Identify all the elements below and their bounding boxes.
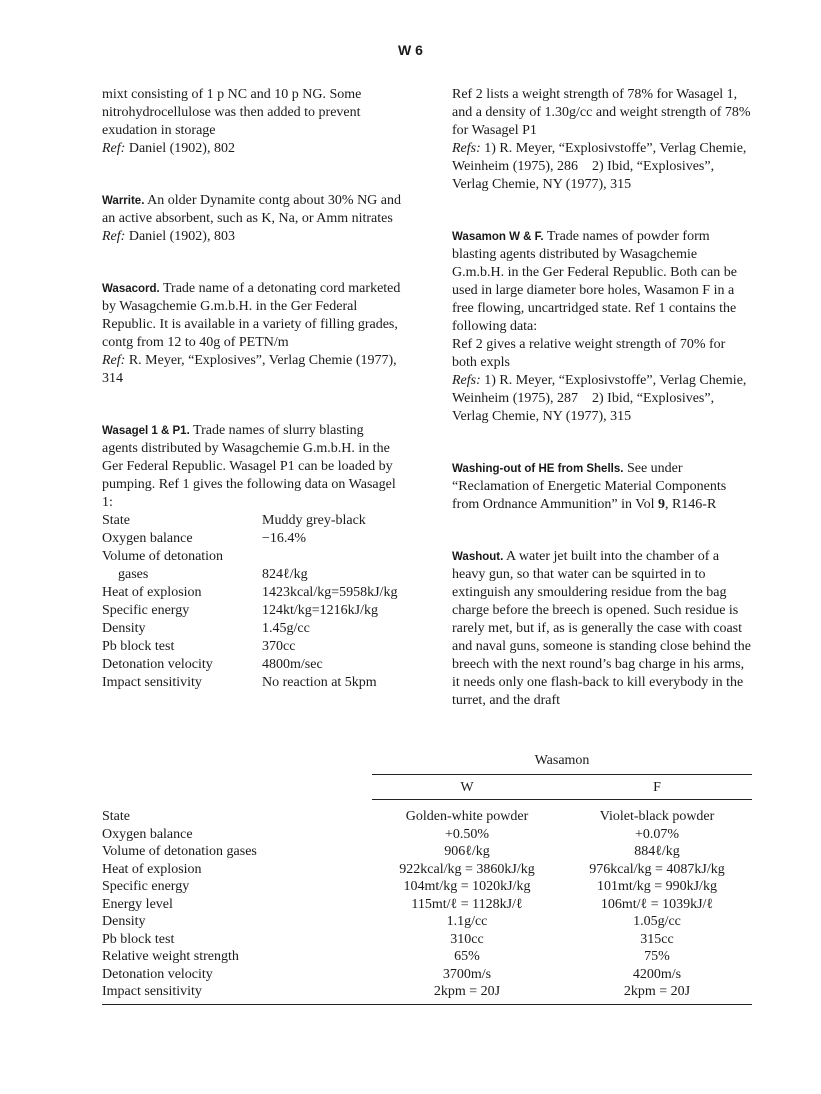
value-cell-f: 2kpm = 20J — [562, 983, 752, 1004]
property-cell: Impact sensitivity — [102, 983, 372, 1004]
entry-refs — [452, 372, 752, 426]
wasamon-header-row — [102, 774, 752, 800]
table-row — [102, 656, 402, 674]
value-cell-w: 1.1g/cc — [446, 914, 488, 929]
value-cell-w: 310cc — [450, 931, 484, 947]
entry-body — [102, 192, 402, 228]
value-cell-w: 115mt/ℓ = 1128kJ/ℓ — [411, 896, 523, 912]
property-cell: gases — [118, 567, 149, 582]
value-cell-f: 101mt/kg = 990kJ/kg — [597, 879, 717, 894]
value-cell-f: +0.07% — [634, 826, 680, 842]
refs-text-2: 2) Ibid, “Explosives”, Verlag Chemie, NY (1977), 315 — [452, 159, 715, 192]
entry-body — [102, 422, 402, 512]
property-cell: Impact sensitivity — [102, 675, 202, 690]
value-cell: 1.45g/cc — [262, 621, 310, 636]
value-cell: 824ℓ/kg — [262, 567, 308, 582]
property-cell: State — [102, 809, 130, 824]
entry-heading: Washout. — [452, 551, 504, 563]
wasamon-table-block — [102, 752, 752, 1005]
page-header: W 6 — [398, 42, 423, 58]
ref-text: Daniel (1902), 802 — [125, 141, 235, 156]
value-cell-f: 4200m/s — [632, 966, 682, 982]
property-cell: Relative weight strength — [102, 949, 239, 964]
entry-ref — [102, 140, 402, 158]
value-cell-w: Golden-white powder — [405, 809, 529, 824]
header-blank — [102, 774, 372, 800]
entry-text: Ref 2 lists a weight strength of 78% for Wasagel 1, and a density of 1.30g/cc and weight strength of 78% for Wasagel P1 — [452, 87, 751, 138]
entry-ref — [102, 228, 402, 246]
value-cell: Muddy grey-black — [262, 513, 366, 528]
value-cell: 4800m/sec — [262, 657, 323, 672]
value-cell-w: 906ℓ/kg — [444, 844, 490, 859]
entry-warrite — [102, 192, 402, 246]
entry-wasagel — [102, 422, 402, 692]
entry-mixt-continuation — [102, 86, 402, 158]
wasamon-table-title: Wasamon — [534, 753, 590, 768]
entry-heading: Wasamon W & F. — [452, 231, 544, 243]
table-row — [102, 512, 402, 530]
value-cell-f: 106mt/ℓ = 1039kJ/ℓ — [600, 896, 714, 912]
value-cell-f: 976kcal/kg = 4087kJ/kg — [589, 861, 725, 877]
entry-text: A water jet built into the chamber of a heavy gun, so that water can be squirted in to extinguish any smouldering residue from the bag charge before the breech is opened. Such residue is rarely met, but if, as is generally the case with coast and naval guns, someone is standing close behind the breech with the next round’s bag charge in his arms, it needs only one flash-back to kill everybody in the turret, and the draft — [452, 549, 751, 708]
property-cell: Density — [102, 621, 146, 636]
refs-label: Refs: — [452, 141, 481, 156]
property-cell: Volume of detonation gases — [102, 844, 257, 859]
ref-label: Ref: — [102, 141, 126, 156]
entry-body — [452, 228, 752, 336]
ref-label: Ref: — [102, 229, 126, 244]
ref-text: R. Meyer, “Explosives”, Verlag Chemie (1977), 314 — [102, 353, 397, 386]
refs-text-1: 1) R. Meyer, “Explosivstoffe”, Verlag Chemie, Weinheim (1975), 287 — [452, 373, 747, 406]
table-row — [102, 638, 402, 656]
entry-text-end: , R146-R — [664, 497, 717, 512]
value-cell-f: Violet-black powder — [599, 809, 715, 824]
property-cell: Specific energy — [102, 879, 190, 894]
entry-body — [452, 548, 752, 710]
table-row — [102, 913, 752, 931]
entry-heading: Warrite. — [102, 195, 145, 207]
value-cell-f: 1.05g/cc — [633, 914, 681, 929]
table-row — [102, 808, 752, 826]
property-cell: Pb block test — [102, 931, 175, 947]
table-row — [102, 566, 402, 584]
column-header-w: W — [372, 774, 562, 800]
value-cell-f: 75% — [644, 949, 670, 964]
entry-text: Trade names of powder form blasting agents distributed by Wasagchemie G.m.b.H. in the Ger Federal Republic. Both can be used in large diameter bore holes, Wasamon F in a free flowing, uncartridged state. Ref 1 contains the following data: — [452, 229, 737, 334]
property-cell: Detonation velocity — [102, 966, 213, 982]
entry-wasagel-continuation — [452, 86, 752, 194]
entry-text: See under “Reclamation of Energetic Material Components from Ordnance Ammunition” in Vol — [452, 461, 727, 512]
entry-text: mixt consisting of 1 p NC and 10 p NG. Some nitrohydrocellulose was then added to prevent exudation in storage — [102, 87, 362, 138]
table-row — [102, 826, 752, 844]
property-cell: Heat of explosion — [102, 861, 202, 877]
header-spacer — [102, 800, 752, 809]
table-row — [102, 896, 752, 914]
value-cell-w: +0.50% — [444, 826, 490, 842]
entry-heading: Wasacord. — [102, 283, 160, 295]
entry-body — [102, 280, 402, 352]
entry-text-2: Ref 2 gives a relative weight strength of 70% for both expls — [452, 337, 726, 370]
table-row — [102, 983, 752, 1004]
right-column — [452, 86, 752, 738]
entry-heading: Washing-out of HE from Shells. — [452, 463, 624, 475]
table-row — [102, 584, 402, 602]
column-header-f: F — [562, 774, 752, 800]
value-cell: −16.4% — [262, 531, 307, 546]
volume-number: 9 — [657, 497, 665, 512]
entry-heading: Wasagel 1 & P1. — [102, 425, 190, 437]
property-cell: Pb block test — [102, 639, 175, 654]
property-cell: Volume of detonation — [102, 549, 224, 564]
property-cell: Density — [102, 914, 146, 929]
refs-label: Refs: — [452, 373, 481, 388]
property-cell: Specific energy — [102, 603, 190, 618]
entry-text: Trade name of a detonating cord marketed by Wasagchemie G.m.b.H. in the Ger Federal Republic. It is available in a variety of filling grades, contg from 12 to 40g of PETN/m — [102, 281, 401, 350]
table-row — [102, 948, 752, 966]
property-cell: Oxygen balance — [102, 826, 193, 842]
table-row — [102, 878, 752, 896]
entry-wasacord — [102, 280, 402, 388]
table-row — [102, 861, 752, 879]
value-cell-w: 3700m/s — [442, 966, 492, 982]
table-row — [102, 843, 752, 861]
property-cell: Detonation velocity — [102, 657, 213, 672]
entry-washout — [452, 548, 752, 710]
value-cell-w: 2kpm = 20J — [372, 983, 562, 1004]
entry-ref — [102, 352, 402, 388]
property-cell: Oxygen balance — [102, 531, 193, 546]
table-row — [102, 674, 402, 692]
property-cell: Energy level — [102, 896, 173, 912]
value-cell-w: 65% — [454, 949, 480, 964]
refs-text-2: 2) Ibid, “Explosives”, Verlag Chemie, NY (1977), 315 — [452, 391, 715, 424]
entry-refs — [452, 140, 752, 194]
table-row — [102, 548, 402, 566]
property-cell: Heat of explosion — [102, 585, 202, 600]
entry-text: An older Dynamite contg about 30% NG and an active absorbent, such as K, Na, or Amm nitrates — [102, 193, 402, 226]
refs-text-1: 1) R. Meyer, “Explosivstoffe”, Verlag Chemie, Weinheim (1975), 286 — [452, 141, 747, 174]
table-row — [102, 530, 402, 548]
table-row — [102, 966, 752, 984]
table-row — [102, 931, 752, 949]
value-cell-f: 315cc — [640, 931, 674, 947]
table-row — [102, 602, 402, 620]
left-column — [102, 86, 402, 720]
ref-label: Ref: — [102, 353, 126, 368]
entry-text: Trade names of slurry blasting agents distributed by Wasagchemie G.m.b.H. in the Ger Federal Republic. Wasagel P1 can be loaded by pumping. Ref 1 gives the following data on Wasagel 1: — [102, 423, 396, 510]
wasagel-data-table — [102, 512, 402, 692]
value-cell: 370cc — [262, 639, 296, 654]
entry-body — [452, 460, 752, 514]
value-cell-w: 104mt/kg = 1020kJ/kg — [403, 879, 531, 894]
value-cell-w: 922kcal/kg = 3860kJ/kg — [399, 861, 535, 877]
value-cell: 1423kcal/kg=5958kJ/kg — [262, 585, 398, 600]
entry-wasamon — [452, 228, 752, 426]
entry-washing-out — [452, 460, 752, 514]
value-cell-f: 884ℓ/kg — [634, 844, 680, 859]
value-cell — [262, 548, 402, 566]
value-cell: 124kt/kg=1216kJ/kg — [262, 603, 379, 618]
ref-text: Daniel (1902), 803 — [125, 229, 235, 244]
wasamon-table — [102, 774, 752, 1005]
value-cell: No reaction at 5kpm — [262, 675, 377, 690]
property-cell: State — [102, 513, 130, 528]
table-row — [102, 620, 402, 638]
